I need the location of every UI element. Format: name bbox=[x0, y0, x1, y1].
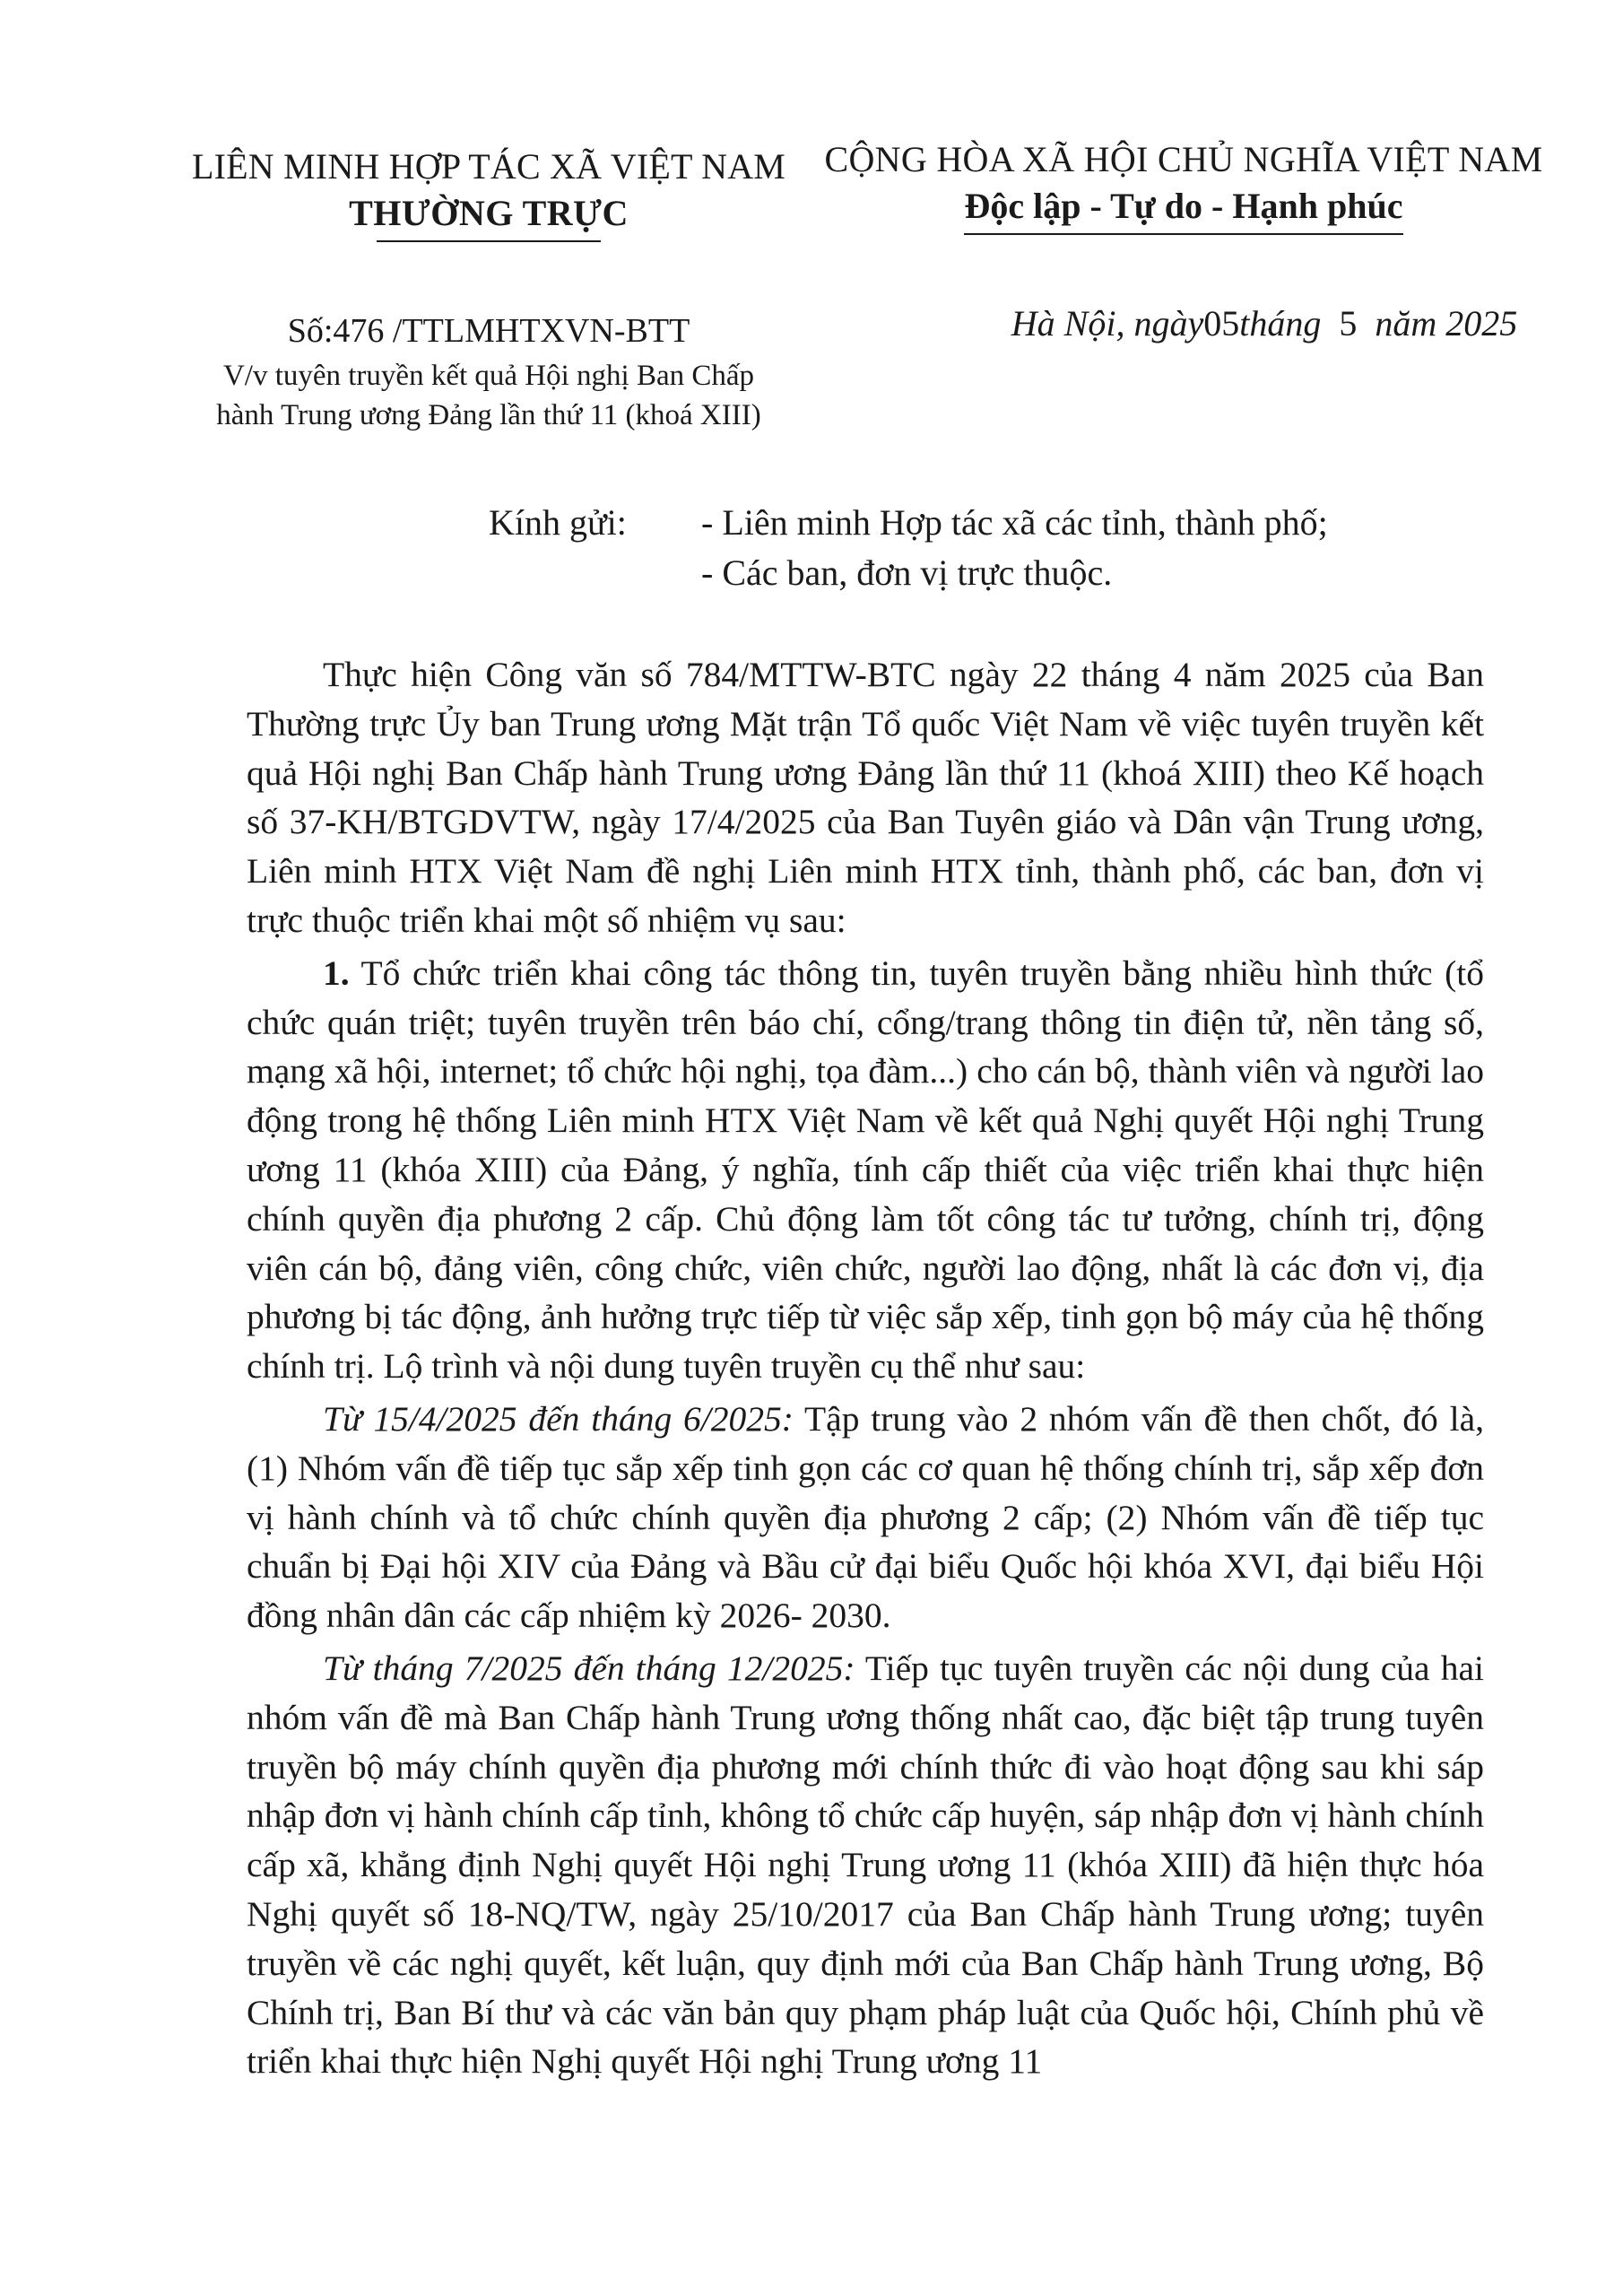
date-day: 05 bbox=[1203, 303, 1240, 344]
document-body bbox=[247, 650, 1484, 2086]
issuer-unit: THƯỜNG TRỰC bbox=[349, 193, 629, 233]
item-text: Tổ chức triển khai công tác thông tin, tuyên truyền bằng nhiều hình thức (tổ chức quán triệt; tuyên truyền trên báo chí, cổng/trang thông tin điện tử, nền tảng số, mạng xã hội, internet; tổ chức hội nghị, tọa đàm...) cho cán bộ, thành viên và người lao động trong hệ thống Liên minh HTX Việt Nam về kết quả Nghị quyết Hội nghị Trung ương 11 (khóa XIII) của Đảng, ý nghĩa, tính cấp thiết của việc triển khai thực hiện chính quyền địa phương 2 cấp. Chủ động làm tốt công tác tư tưởng, chính trị, động viên cán bộ, đảng viên, công chức, viên chức, người lao động, nhất là các đơn vị, địa phương bị tác động, ảnh hưởng trực tiếp từ việc sắp xếp, tinh gọn bộ máy của hệ thống chính trị. Lộ trình và nội dung tuyên truyền cụ thể như sau: bbox=[247, 952, 1484, 1387]
recipients-label: Kính gửi: bbox=[489, 502, 627, 543]
subject-line: V/v tuyên truyền kết quả Hội nghị Ban Chấp bbox=[222, 360, 755, 392]
body-paragraph bbox=[247, 1644, 1484, 2086]
document-subject bbox=[175, 356, 803, 435]
recipients-list bbox=[701, 498, 1328, 598]
body-paragraph bbox=[247, 1395, 1484, 1640]
issuer-name: LIÊN MINH HỢP TÁC XÃ VIỆT NAM bbox=[191, 146, 786, 187]
national-title: CỘNG HÒA XÃ HỘI CHỦ NGHĨA VIỆT NAM bbox=[824, 139, 1543, 179]
period-label: Từ 15/4/2025 đến tháng 6/2025: bbox=[323, 1398, 794, 1439]
national-motto: Độc lập - Tự do - Hạnh phúc bbox=[964, 186, 1403, 226]
body-paragraph bbox=[247, 949, 1484, 1391]
period-text: Tiếp tục tuyên truyền các nội dung của hai nhóm vấn đề mà Ban Chấp hành Trung ương thống nhất cao, đặc biệt tập trung tuyên truyền bộ máy chính quyền địa phương mới chính thức đi vào hoạt động sau khi sáp nhập đơn vị hành chính cấp tỉnh, không tổ chức cấp huyện, sáp nhập đơn vị hành chính cấp xã, khẳng định Nghị quyết Hội nghị Trung ương 11 (khóa XIII) đã hiện thực hóa Nghị quyết số 18-NQ/TW, ngày 25/10/2017 của Ban Chấp hành Trung ương; tuyên truyền về các nghị quyết, kết luận, quy định mới của Ban Chấp hành Trung ương, Bộ Chính trị, Ban Bí thư và các văn bản quy phạm pháp luật của Quốc hội, Chính phủ về triển khai thực hiện Nghị quyết Hội nghị Trung ương 11 bbox=[247, 1648, 1484, 2082]
date-year: năm 2025 bbox=[1375, 303, 1518, 344]
date-month-label: tháng bbox=[1239, 303, 1322, 344]
issuer-underline bbox=[377, 240, 601, 242]
subject-line: hành Trung ương Đảng lần thứ 11 (khoá XIII) bbox=[216, 399, 761, 431]
recipient-item: - Các ban, đơn vị trực thuộc. bbox=[701, 552, 1113, 593]
document-number: Số:476 /TTLMHTXVN-BTT bbox=[287, 312, 690, 350]
issuer-header bbox=[175, 144, 803, 242]
date-line bbox=[968, 300, 1560, 347]
document-reference bbox=[175, 309, 803, 435]
body-paragraph: Thực hiện Công văn số 784/MTTW-BTC ngày 22 tháng 4 năm 2025 của Ban Thường trực Ủy ban Trung ương Mặt trận Tổ quốc Việt Nam về việc tuyên truyền kết quả Hội nghị Ban Chấp hành Trung ương Đảng lần thứ 11 (khoá XIII) theo Kế hoạch số 37-KH/BTGDVTW, ngày 17/4/2025 của Ban Tuyên giáo và Dân vận Trung ương, Liên minh HTX Việt Nam đề nghị Liên minh HTX tỉnh, thành phố, các ban, đơn vị trực thuộc triển khai một số nhiệm vụ sau: bbox=[247, 655, 1484, 940]
date-prefix: Hà Nội, ngày bbox=[1011, 303, 1204, 344]
national-header bbox=[812, 136, 1556, 235]
date-month: 5 bbox=[1339, 303, 1358, 344]
recipient-item: - Liên minh Hợp tác xã các tỉnh, thành phố; bbox=[701, 502, 1328, 543]
period-text: Tập trung vào 2 nhóm vấn đề then chốt, đó là, (1) Nhóm vấn đề tiếp tục sắp xếp tinh gọn các cơ quan hệ thống chính trị, sắp xếp đơn vị hành chính và tổ chức chính quyền địa phương 2 cấp; (2) Nhóm vấn đề tiếp tục chuẩn bị Đại hội XIV của Đảng và Bầu cử đại biểu Quốc hội khóa XVI, đại biểu Hội đồng nhân dân các cấp nhiệm kỳ 2026- 2030. bbox=[247, 1398, 1484, 1636]
item-number: 1. bbox=[323, 952, 350, 993]
motto-underline bbox=[964, 233, 1403, 235]
period-label: Từ tháng 7/2025 đến tháng 12/2025: bbox=[323, 1648, 855, 1688]
